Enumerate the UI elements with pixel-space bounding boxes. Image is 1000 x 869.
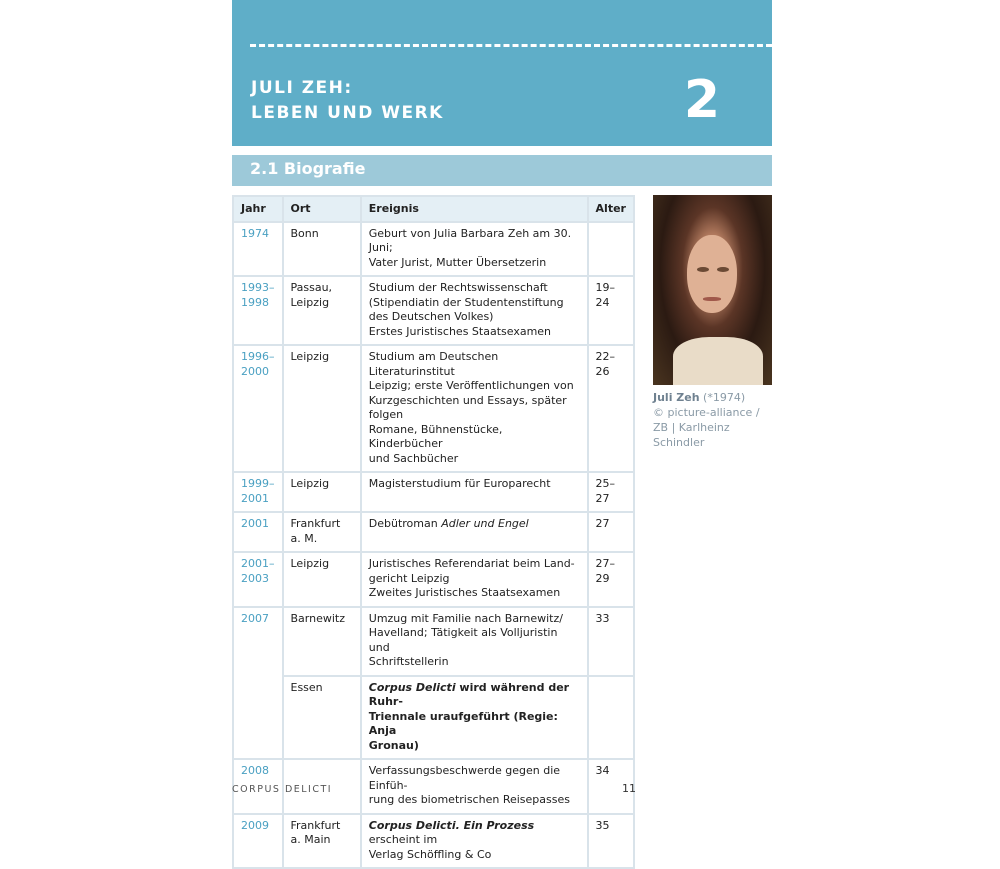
photo-eye-left: [697, 267, 709, 272]
header-age: Alter: [588, 196, 634, 222]
row-year: [233, 552, 283, 607]
row-age: 35: [588, 814, 634, 869]
footer-page-number: 11: [622, 782, 636, 795]
caption-line-3: ZB | Karlheinz: [653, 421, 730, 434]
place-line: Leipzig: [290, 295, 330, 309]
row-year: [233, 276, 283, 345]
row-event: [361, 276, 588, 345]
section-title: 2.1 Biografie: [250, 159, 366, 178]
year-line: 2001–: [241, 557, 275, 570]
row-age: 27–29: [588, 552, 634, 607]
row-event: [361, 512, 588, 552]
event-line: Vater Jurist, Mutter Übersetzerin: [368, 255, 547, 269]
work-title: Corpus Delicti. Ein Prozess: [368, 818, 535, 832]
row-event: Magisterstudium für Europarecht: [361, 472, 588, 512]
event-line: Studium der Rechtswissenschaft: [368, 281, 548, 294]
table-row: [233, 512, 634, 552]
chapter-title-line-2: LEBEN UND WERK: [251, 103, 444, 123]
event-line: Erstes Juristisches Staatsexamen: [368, 324, 552, 338]
event-line: Umzug mit Familie nach Barnewitz/: [368, 611, 563, 625]
table-row: [233, 676, 634, 760]
row-place: Leipzig: [283, 552, 361, 607]
row-year: 2009: [233, 814, 283, 869]
place-line: a. Main: [290, 833, 331, 846]
caption-line-2: © picture-alliance /: [653, 406, 760, 419]
section-bar: [232, 155, 772, 186]
biography-table: [232, 195, 635, 869]
row-event: [361, 552, 588, 607]
header-year: Jahr: [233, 196, 283, 222]
row-age: 27: [588, 512, 634, 552]
row-place: [283, 814, 361, 869]
caption-line-1: [653, 390, 773, 405]
event-line: Geburt von Julia Barbara Zeh am 30. Juni;: [368, 226, 572, 254]
row-event: [361, 345, 588, 472]
row-event: [361, 222, 588, 277]
caption-year: (*1974): [699, 391, 746, 404]
row-age: [588, 676, 634, 760]
table-row: [233, 607, 634, 676]
event-line: Juristisches Referendariat beim Land-: [368, 557, 575, 570]
row-year: [233, 472, 283, 512]
table-header-row: [233, 196, 634, 222]
header-place: Ort: [283, 196, 361, 222]
row-year: [233, 345, 283, 472]
year-line: 1999–: [241, 477, 275, 490]
row-year: 1974: [233, 222, 283, 277]
row-age: 34: [588, 759, 634, 814]
event-line: Verlag Schöffling & Co: [368, 847, 492, 861]
table-row: [233, 345, 634, 472]
year-line: 1996–: [241, 350, 275, 363]
row-place: Barnewitz: [283, 607, 361, 676]
row-place: Leipzig: [283, 472, 361, 512]
year-line: 2001: [241, 491, 269, 505]
year-line: 1993–: [241, 281, 275, 294]
event-line: Kurzgeschichten und Essays, später folgen: [368, 393, 567, 421]
dashed-divider: [250, 44, 772, 47]
photo-shirt: [673, 337, 763, 385]
event-line: [369, 819, 580, 848]
chapter-header: [232, 0, 772, 146]
caption-line-4: Schindler: [653, 436, 705, 449]
row-place: Bonn: [283, 222, 361, 277]
event-line: Romane, Bühnenstücke, Kinderbücher: [368, 422, 503, 450]
chapter-number: 2: [683, 70, 720, 130]
row-event: [361, 607, 588, 676]
row-age: [588, 222, 634, 277]
row-age: 25–27: [588, 472, 634, 512]
row-age: 33: [588, 607, 634, 676]
row-event: [361, 814, 588, 869]
photo-face: [687, 235, 737, 313]
row-year: 2001: [233, 512, 283, 552]
row-year: 2008: [233, 759, 283, 814]
year-line: 2003: [241, 571, 269, 585]
event-line: Leipzig; erste Veröffentlichungen von: [368, 379, 574, 392]
event-line: Gronau): [368, 738, 419, 752]
row-event: [361, 759, 588, 814]
year-line: 1998: [241, 295, 269, 309]
work-title: Adler und Engel: [441, 517, 529, 530]
event-line: [369, 681, 580, 710]
footer-book-title: CORPUS DELICTI: [232, 784, 333, 795]
event-text: wird während der Ruhr-: [368, 680, 570, 708]
event-line: des Deutschen Volkes): [368, 310, 494, 323]
photo-caption: [653, 390, 773, 450]
work-title: Corpus Delicti: [368, 680, 456, 694]
row-event: [361, 676, 588, 760]
photo-mouth: [703, 297, 721, 301]
place-line: Frankfurt: [290, 818, 341, 832]
event-line: und Sachbücher: [368, 451, 459, 465]
event-line: Havelland; Tätigkeit als Volljuristin und: [368, 626, 558, 654]
place-line: Frankfurt: [290, 517, 341, 530]
event-line: Schriftstellerin: [368, 655, 449, 668]
author-photo: [653, 195, 772, 385]
event-line: Triennale uraufgeführt (Regie: Anja: [368, 709, 558, 737]
header-event: Ereignis: [361, 196, 588, 222]
event-text: Debütroman: [368, 517, 442, 530]
chapter-title: [251, 76, 444, 126]
table-row: [233, 814, 634, 869]
row-age: 22–26: [588, 345, 634, 472]
place-line: Passau,: [290, 281, 333, 294]
event-line: (Stipendiatin der Studentenstiftung: [368, 295, 564, 309]
table-row: [233, 276, 634, 345]
event-text: erscheint im: [368, 833, 438, 846]
photo-eye-right: [717, 267, 729, 272]
table-row: [233, 472, 634, 512]
row-place: Leipzig: [283, 345, 361, 472]
caption-name: Juli Zeh: [653, 391, 700, 404]
event-line: Verfassungsbeschwerde gegen die Einfüh-: [368, 764, 561, 792]
event-line: Studium am Deutschen Literaturinstitut: [368, 350, 499, 378]
row-place: [283, 512, 361, 552]
event-line: Zweites Juristisches Staatsexamen: [368, 586, 561, 599]
row-year: 2007: [233, 607, 283, 760]
row-place: [283, 276, 361, 345]
row-place: Essen: [283, 676, 361, 760]
table-row: [233, 552, 634, 607]
chapter-title-line-1: JULI ZEH:: [251, 78, 353, 98]
year-line: 2000: [241, 364, 269, 378]
place-line: a. M.: [290, 531, 318, 545]
event-line: rung des biometrischen Reisepasses: [368, 793, 570, 806]
row-age: 19–24: [588, 276, 634, 345]
table-row: [233, 222, 634, 277]
event-line: gericht Leipzig: [368, 571, 450, 585]
